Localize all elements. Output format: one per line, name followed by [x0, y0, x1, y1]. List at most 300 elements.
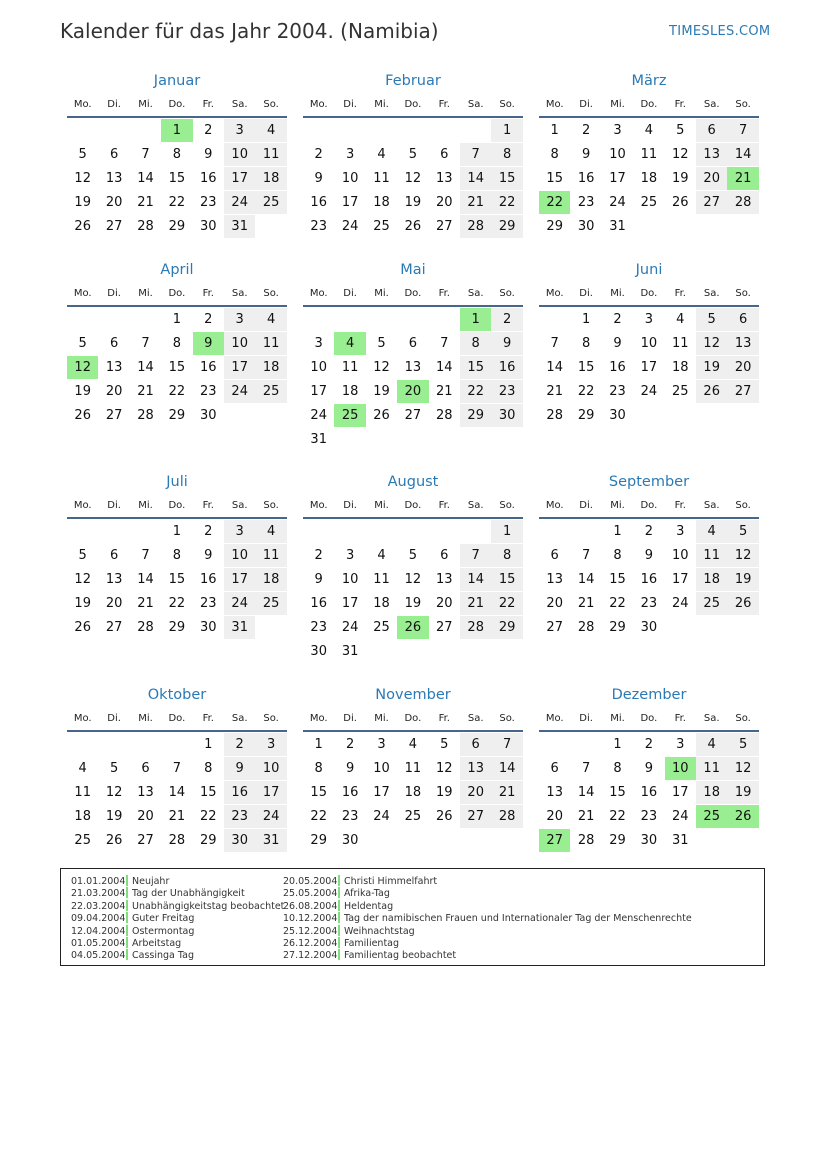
holiday-name: Familientag beobachtet — [344, 950, 457, 962]
day-cell: 29 — [609, 620, 626, 635]
day-cell: 21 — [436, 384, 453, 399]
holiday-marker — [338, 912, 340, 923]
day-cell: 30 — [200, 620, 217, 635]
day-cell: 11 — [255, 332, 286, 355]
day-cell: 24 — [609, 195, 626, 210]
day-cell: 13 — [546, 572, 563, 587]
day-cell: 2 — [644, 737, 654, 752]
day-cell: 4 — [696, 733, 727, 756]
weekday-label: Mi. — [610, 713, 625, 724]
day-cell: 9 — [204, 548, 213, 563]
day-cell: 9 — [314, 572, 323, 587]
day-cell: 4 — [78, 761, 87, 776]
day-cell: 4 — [644, 123, 654, 138]
day-cell: 26 — [74, 408, 91, 423]
weekday-label: Di. — [579, 500, 593, 511]
day-cell: 22 — [168, 596, 186, 611]
day-cell: 24 — [224, 380, 255, 403]
day-cell: 11 — [672, 336, 689, 351]
day-cell: 13 — [727, 332, 758, 355]
holiday-entry — [283, 887, 390, 900]
holiday-marker — [126, 887, 128, 898]
day-cell: 10 — [341, 572, 359, 587]
day-cell: 13 — [460, 757, 491, 780]
weekday-label: Sa. — [703, 288, 720, 299]
day-cell: 23 — [640, 809, 658, 824]
header-rule — [67, 305, 287, 307]
day-cell: 10 — [341, 171, 359, 186]
weekday-label: Do. — [168, 288, 186, 299]
day-cell: 17 — [255, 781, 286, 804]
day-cell: 21 — [491, 781, 522, 804]
day-cell: 1 — [581, 312, 591, 327]
month-title: April — [160, 262, 194, 278]
day-cell: 2 — [204, 524, 213, 539]
day-cell: 8 — [460, 332, 491, 355]
day-cell: 31 — [224, 616, 255, 639]
day-cell: 3 — [676, 524, 685, 539]
day-cell: 11 — [255, 544, 286, 567]
day-cell: 26 — [373, 408, 390, 423]
weekday-label: Sa. — [703, 500, 720, 511]
day-cell: 12 — [105, 785, 123, 800]
day-cell: 6 — [696, 119, 727, 142]
day-cell: 14 — [436, 360, 453, 375]
day-cell: 15 — [491, 568, 522, 591]
day-cell: 4 — [255, 119, 286, 142]
day-cell: 13 — [105, 572, 123, 587]
day-cell: 16 — [491, 356, 522, 379]
holiday-day: 27 — [539, 829, 570, 852]
day-cell: 2 — [204, 123, 213, 138]
day-cell: 22 — [491, 592, 522, 615]
day-cell: 24 — [224, 592, 255, 615]
day-cell: 20 — [105, 596, 123, 611]
day-cell: 12 — [696, 332, 727, 355]
day-cell: 7 — [141, 147, 150, 162]
day-cell: 9 — [345, 761, 355, 776]
holiday-legend — [60, 868, 765, 966]
day-cell: 26 — [672, 195, 689, 210]
day-cell: 21 — [546, 384, 563, 399]
day-cell: 2 — [314, 548, 323, 563]
header-rule — [539, 517, 759, 519]
day-cell: 16 — [341, 785, 359, 800]
day-cell: 16 — [224, 781, 255, 804]
day-cell: 15 — [200, 785, 217, 800]
day-cell: 6 — [109, 336, 119, 351]
day-cell: 27 — [105, 620, 123, 635]
day-cell: 21 — [137, 384, 154, 399]
day-cell: 22 — [168, 384, 186, 399]
day-cell: 12 — [404, 572, 422, 587]
day-cell: 17 — [224, 356, 255, 379]
holiday-day: 20 — [397, 380, 428, 403]
day-cell: 21 — [137, 596, 154, 611]
day-cell: 22 — [460, 380, 491, 403]
day-cell: 23 — [640, 596, 658, 611]
day-cell: 30 — [200, 219, 217, 234]
holiday-entry — [283, 937, 399, 950]
day-cell: 20 — [137, 809, 154, 824]
weekday-label: Di. — [579, 713, 593, 724]
day-cell: 27 — [105, 408, 123, 423]
holiday-entry — [71, 949, 194, 962]
day-cell: 19 — [404, 195, 422, 210]
holiday-day: 9 — [193, 332, 224, 355]
site-link[interactable]: TIMESLES.COM — [669, 24, 771, 39]
day-cell: 1 — [314, 737, 323, 752]
holiday-day: 25 — [696, 805, 727, 828]
day-cell: 30 — [491, 404, 522, 427]
day-cell: 18 — [255, 356, 286, 379]
weekday-label: Mi. — [610, 500, 625, 511]
day-cell: 27 — [105, 219, 123, 234]
header-rule — [67, 116, 287, 118]
day-cell: 8 — [491, 143, 522, 166]
weekday-label: Di. — [343, 99, 357, 110]
day-cell: 8 — [172, 147, 182, 162]
holiday-name: Christi Himmelfahrt — [344, 876, 438, 887]
weekday-label: So. — [499, 500, 515, 511]
day-cell: 23 — [200, 384, 217, 399]
day-cell: 21 — [460, 191, 491, 214]
day-cell: 27 — [436, 620, 453, 635]
holiday-day: 12 — [67, 356, 98, 379]
day-cell: 3 — [345, 548, 355, 563]
day-cell: 31 — [224, 215, 255, 238]
day-cell: 10 — [255, 757, 286, 780]
month-title: September — [608, 474, 690, 490]
day-cell: 18 — [696, 568, 727, 591]
day-cell: 13 — [436, 572, 453, 587]
day-cell: 10 — [224, 143, 255, 166]
day-cell: 20 — [436, 596, 453, 611]
page-title: Kalender für das Jahr 2004. (Namibia) — [60, 19, 439, 43]
holiday-name: Afrika-Tag — [344, 888, 390, 900]
day-cell: 10 — [609, 147, 626, 162]
weekday-label: Sa. — [231, 713, 248, 724]
day-cell: 19 — [727, 781, 758, 804]
holiday-name: Tag der Unabhängigkeit — [132, 888, 245, 900]
day-cell: 5 — [676, 123, 685, 138]
weekday-label: Do. — [168, 713, 186, 724]
holiday-marker — [126, 875, 128, 886]
day-cell: 3 — [314, 336, 323, 351]
weekday-label: Sa. — [467, 500, 484, 511]
weekday-label: Fr. — [438, 713, 450, 724]
day-cell: 18 — [255, 167, 286, 190]
header-rule — [303, 517, 523, 519]
weekday-label: Mi. — [610, 99, 625, 110]
holiday-day: 1 — [161, 119, 192, 142]
day-cell: 7 — [491, 733, 522, 756]
day-cell: 2 — [345, 737, 355, 752]
day-cell: 28 — [577, 620, 595, 635]
day-cell: 9 — [491, 332, 522, 355]
weekday-label: Sa. — [703, 713, 720, 724]
day-cell: 27 — [460, 805, 491, 828]
day-cell: 23 — [609, 384, 626, 399]
day-cell: 19 — [74, 384, 91, 399]
day-cell: 27 — [546, 620, 563, 635]
weekday-label: So. — [735, 288, 751, 299]
weekday-label: Mo. — [73, 713, 92, 724]
weekday-label: So. — [499, 288, 515, 299]
weekday-label: So. — [735, 713, 751, 724]
holiday-marker — [338, 937, 340, 948]
day-cell: 13 — [696, 143, 727, 166]
day-cell: 16 — [200, 360, 217, 375]
day-cell: 6 — [440, 548, 449, 563]
day-cell: 4 — [408, 737, 418, 752]
day-cell: 1 — [172, 312, 182, 327]
day-cell: 14 — [491, 757, 522, 780]
day-cell: 29 — [200, 833, 217, 848]
day-cell: 14 — [546, 360, 563, 375]
weekday-label: Sa. — [467, 99, 484, 110]
weekday-label: Mo. — [309, 713, 328, 724]
day-cell: 3 — [377, 737, 386, 752]
day-cell: 26 — [105, 833, 123, 848]
day-cell: 10 — [672, 548, 689, 563]
day-cell: 5 — [78, 147, 87, 162]
day-cell: 27 — [436, 219, 453, 234]
day-cell: 14 — [727, 143, 758, 166]
day-cell: 10 — [310, 360, 327, 375]
day-cell: 9 — [314, 171, 323, 186]
holiday-date: 01.05.2004 — [71, 938, 126, 949]
weekday-label: So. — [263, 500, 279, 511]
holiday-date: 12.04.2004 — [71, 925, 126, 937]
day-cell: 14 — [577, 572, 595, 587]
weekday-label: Mi. — [138, 99, 153, 110]
holiday-day: 10 — [665, 757, 696, 780]
header-rule — [303, 730, 523, 732]
day-cell: 16 — [310, 195, 327, 210]
weekday-label: Do. — [640, 713, 658, 724]
day-cell: 2 — [491, 308, 522, 331]
day-cell: 7 — [141, 336, 150, 351]
day-cell: 16 — [200, 171, 217, 186]
day-cell: 14 — [137, 572, 154, 587]
weekday-label: Mi. — [374, 500, 389, 511]
day-cell: 28 — [460, 215, 491, 238]
weekday-label: Di. — [343, 500, 357, 511]
day-cell: 1 — [491, 119, 522, 142]
holiday-entry — [283, 875, 437, 888]
weekday-label: Do. — [640, 288, 658, 299]
holiday-entry — [71, 912, 194, 925]
day-cell: 18 — [373, 596, 390, 611]
holiday-marker — [126, 925, 128, 936]
weekday-label: Fr. — [202, 288, 214, 299]
weekday-label: Mi. — [138, 713, 153, 724]
day-cell: 24 — [341, 219, 359, 234]
day-cell: 30 — [609, 408, 626, 423]
holiday-day: 1 — [460, 308, 491, 331]
day-cell: 21 — [460, 592, 491, 615]
month-title: März — [631, 73, 667, 89]
day-cell: 12 — [74, 171, 91, 186]
day-cell: 25 — [404, 809, 422, 824]
header-rule — [539, 305, 759, 307]
holiday-entry — [71, 937, 181, 950]
holiday-date: 27.12.2004 — [283, 950, 338, 962]
weekday-label: Di. — [107, 99, 121, 110]
day-cell: 17 — [672, 572, 689, 587]
day-cell: 1 — [613, 524, 622, 539]
holiday-marker — [338, 887, 340, 898]
day-cell: 3 — [676, 737, 685, 752]
day-cell: 6 — [727, 308, 758, 331]
holiday-marker — [126, 949, 128, 960]
day-cell: 1 — [613, 737, 622, 752]
day-cell: 17 — [609, 171, 626, 186]
day-cell: 22 — [200, 809, 217, 824]
day-cell: 29 — [609, 833, 626, 848]
day-cell: 5 — [440, 737, 449, 752]
weekday-label: So. — [263, 99, 279, 110]
weekday-label: Di. — [579, 288, 593, 299]
holiday-marker — [338, 949, 340, 960]
day-cell: 23 — [341, 809, 359, 824]
day-cell: 29 — [491, 215, 522, 238]
day-cell: 8 — [204, 761, 213, 776]
day-cell: 20 — [727, 356, 758, 379]
header-rule — [303, 305, 523, 307]
day-cell: 20 — [546, 809, 563, 824]
day-cell: 11 — [404, 761, 422, 776]
day-cell: 15 — [168, 360, 186, 375]
holiday-marker — [126, 912, 128, 923]
day-cell: 4 — [255, 520, 286, 543]
day-cell: 1 — [172, 524, 182, 539]
day-cell: 9 — [644, 548, 654, 563]
day-cell: 11 — [255, 143, 286, 166]
holiday-name: Unabhängigkeitstag beobachtet — [132, 900, 285, 912]
day-cell: 5 — [109, 761, 119, 776]
holiday-entry — [283, 912, 692, 925]
day-cell: 6 — [440, 147, 449, 162]
day-cell: 8 — [613, 548, 622, 563]
day-cell: 7 — [440, 336, 449, 351]
weekday-label: Di. — [343, 288, 357, 299]
day-cell: 7 — [460, 544, 491, 567]
day-cell: 30 — [341, 833, 359, 848]
day-cell: 26 — [404, 219, 422, 234]
day-cell: 4 — [696, 520, 727, 543]
month-title: Dezember — [611, 687, 687, 703]
holiday-marker — [338, 900, 340, 911]
day-cell: 24 — [672, 809, 689, 824]
day-cell: 19 — [373, 384, 390, 399]
day-cell: 3 — [345, 147, 355, 162]
day-cell: 19 — [404, 596, 422, 611]
day-cell: 28 — [460, 616, 491, 639]
weekday-label: Sa. — [467, 713, 484, 724]
day-cell: 5 — [78, 336, 87, 351]
day-cell: 11 — [640, 147, 658, 162]
day-cell: 20 — [105, 384, 123, 399]
weekday-label: So. — [735, 500, 751, 511]
day-cell: 17 — [224, 167, 255, 190]
holiday-name: Cassinga Tag — [132, 950, 194, 962]
day-cell: 12 — [373, 360, 390, 375]
day-cell: 19 — [727, 568, 758, 591]
day-cell: 30 — [640, 620, 658, 635]
day-cell: 1 — [550, 123, 559, 138]
day-cell: 7 — [550, 336, 559, 351]
day-cell: 28 — [137, 219, 154, 234]
day-cell: 5 — [408, 147, 418, 162]
day-cell: 26 — [696, 380, 727, 403]
day-cell: 8 — [550, 147, 559, 162]
day-cell: 5 — [78, 548, 87, 563]
day-cell: 9 — [204, 147, 213, 162]
day-cell: 15 — [609, 785, 626, 800]
holiday-date: 20.05.2004 — [283, 876, 338, 887]
weekday-label: Do. — [404, 99, 422, 110]
day-cell: 4 — [377, 548, 386, 563]
day-cell: 7 — [581, 761, 591, 776]
weekday-label: Mo. — [545, 713, 564, 724]
weekday-label: Do. — [404, 500, 422, 511]
day-cell: 25 — [255, 592, 286, 615]
month-title: Januar — [153, 73, 201, 89]
day-cell: 8 — [172, 548, 182, 563]
month-title: Mai — [400, 262, 426, 278]
day-cell: 11 — [373, 572, 390, 587]
day-cell: 14 — [137, 171, 154, 186]
day-cell: 11 — [696, 757, 727, 780]
weekday-label: Sa. — [231, 500, 248, 511]
day-cell: 18 — [640, 171, 658, 186]
day-cell: 29 — [168, 620, 186, 635]
day-cell: 25 — [255, 191, 286, 214]
weekday-label: Fr. — [438, 99, 450, 110]
holiday-date: 01.01.2004 — [71, 876, 126, 887]
day-cell: 31 — [609, 219, 626, 234]
weekday-label: Do. — [168, 500, 186, 511]
day-cell: 9 — [644, 761, 654, 776]
day-cell: 11 — [74, 785, 91, 800]
day-cell: 25 — [373, 620, 390, 635]
day-cell: 14 — [137, 360, 154, 375]
day-cell: 10 — [640, 336, 658, 351]
day-cell: 23 — [200, 596, 217, 611]
day-cell: 8 — [314, 761, 323, 776]
day-cell: 4 — [255, 308, 286, 331]
weekday-label: Do. — [640, 99, 658, 110]
day-cell: 15 — [460, 356, 491, 379]
day-cell: 6 — [109, 147, 119, 162]
day-cell: 16 — [310, 596, 327, 611]
holiday-date: 26.08.2004 — [283, 900, 338, 912]
day-cell: 20 — [436, 195, 453, 210]
holiday-day: 21 — [727, 167, 758, 190]
month-title: November — [375, 687, 451, 703]
day-cell: 22 — [609, 809, 626, 824]
day-cell: 26 — [74, 620, 91, 635]
weekday-label: Do. — [404, 288, 422, 299]
day-cell: 26 — [727, 592, 758, 615]
month-title: Juli — [166, 474, 188, 490]
day-cell: 20 — [460, 781, 491, 804]
day-cell: 12 — [672, 147, 689, 162]
day-cell: 13 — [137, 785, 154, 800]
weekday-label: Fr. — [674, 500, 686, 511]
